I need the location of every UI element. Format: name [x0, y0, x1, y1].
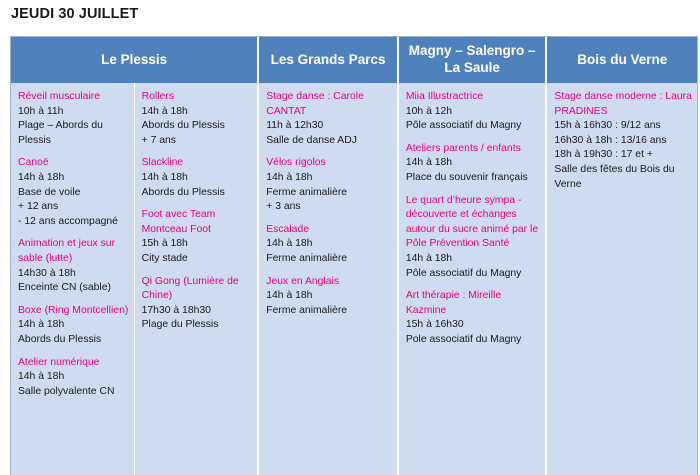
activity-name: Slackline — [141, 157, 184, 169]
activity-item — [266, 90, 392, 148]
activity-name: Le quart d’heure sympa - découverte et échanges autour du sucre animé par le Pôle Prévention Santé — [405, 194, 539, 250]
activity-detail: 14h à 18h — [266, 171, 313, 183]
activity-detail: 14h à 18h — [405, 252, 453, 264]
activity-name: Qi Gong (Lumière de Chine) — [141, 275, 239, 302]
activity-item — [266, 275, 392, 319]
activity-detail: Salle de danse ADJ — [266, 134, 357, 146]
column-bois-du-verne — [547, 83, 697, 475]
activity-item — [18, 237, 129, 295]
activity-detail: 14h à 18h — [18, 171, 65, 183]
activity-item — [406, 142, 541, 186]
activity-item — [18, 304, 129, 348]
activity-detail: Salle polyvalente CN — [18, 385, 115, 397]
activity-detail: Enceinte CN (sable) — [18, 282, 111, 294]
activity-name: Foot avec Team Montceau Foot — [141, 209, 216, 235]
header-magny-salengro-la-saule: Magny – Salengro – La Saule — [399, 37, 548, 83]
activity-detail: Salle des fêtes du Bois du Verne — [554, 163, 675, 190]
header-bois-du-verne: Bois du Verne — [577, 51, 668, 67]
page-title: JEUDI 30 JUILLET — [11, 6, 139, 22]
activity-detail: Abords du Plessis — [141, 186, 225, 198]
activity-detail: 14h à 18h — [141, 171, 188, 183]
activity-item — [18, 90, 129, 148]
activity-item — [406, 194, 541, 282]
activity-item — [142, 275, 253, 333]
activity-detail: Ferme animalière — [266, 304, 348, 316]
activity-name: Stage danse moderne : Laura PRADINES — [554, 91, 692, 117]
column-les-grands-parcs — [259, 83, 399, 475]
activity-detail: 14h à 18h — [266, 238, 313, 250]
activity-detail: 16h30 à 18h : 13/16 ans — [554, 134, 667, 146]
activity-name: Jeux en Anglais — [266, 275, 340, 287]
activity-detail: + 12 ans — [18, 201, 59, 213]
activity-item — [142, 208, 253, 266]
activity-item — [18, 356, 129, 400]
le-plessis-left-list — [11, 83, 134, 475]
header-row — [11, 37, 697, 83]
activity-detail: 10h à 12h — [405, 105, 453, 117]
activity-detail: 10h à 11h — [18, 105, 64, 117]
activity-detail: Ferme animalière — [266, 186, 348, 198]
header-les-grands-parcs: Les Grands Parcs — [259, 37, 399, 83]
activity-detail: Abords du Plessis — [141, 120, 225, 132]
activity-item — [18, 156, 129, 229]
activity-detail: 14h à 18h — [18, 371, 65, 383]
activity-detail: 15h à 18h — [141, 238, 188, 250]
activity-item — [406, 90, 541, 134]
activity-detail: Pôle associatif du Magny — [405, 120, 522, 132]
activity-name: Ateliers parents / enfants — [405, 142, 521, 154]
activity-detail: 15h à 16h30 : 9/12 ans — [554, 120, 661, 132]
activity-name: Rollers — [141, 91, 174, 102]
activity-name: Boxe (Ring Montcellien) — [18, 304, 129, 316]
activity-detail: Pole associatif du Magny — [405, 333, 522, 345]
activity-item — [266, 223, 392, 267]
activity-name: Escalade — [266, 223, 309, 235]
le-plessis-right-list — [134, 83, 258, 475]
activity-detail: 17h30 à 18h30 — [141, 304, 211, 316]
activity-name: Atelier numérique — [18, 356, 100, 368]
activity-name: Art thérapie : Mireille Kazmine — [405, 290, 502, 316]
activity-name: Réveil musculaire — [18, 91, 100, 102]
activity-name: Miia Illustractrice — [405, 91, 484, 102]
activity-detail: Pôle associatif du Magny — [405, 267, 522, 279]
activity-detail: 18h à 19h30 : 17 et + — [554, 149, 653, 161]
activity-item — [266, 156, 392, 214]
activity-detail: + 7 ans — [141, 134, 176, 146]
activity-item — [406, 289, 541, 347]
activity-detail: 11h à 12h30 — [266, 120, 324, 132]
schedule-table — [10, 36, 698, 475]
activity-detail: 14h à 18h — [141, 105, 188, 117]
activity-name: Animation et jeux sur sable (lutte) — [18, 238, 116, 264]
activity-detail: - 12 ans accompagné — [18, 215, 118, 227]
activity-item — [142, 90, 253, 148]
activity-detail: 14h à 18h — [266, 290, 313, 302]
activity-detail: 14h à 18h — [18, 319, 65, 331]
body-row — [11, 83, 697, 475]
activity-detail: Plage du Plessis — [141, 319, 219, 331]
activity-detail: Abords du Plessis — [18, 333, 102, 345]
activity-item — [142, 156, 253, 200]
activity-detail: City stade — [141, 252, 188, 264]
activity-detail: + 3 ans — [266, 201, 301, 213]
activity-detail: Base de voile — [18, 186, 81, 198]
activity-name: Stage danse : Carole CANTAT — [266, 91, 364, 117]
activity-name: Canoë — [18, 157, 49, 169]
column-magny — [399, 83, 548, 475]
activity-detail: Place du souvenir français — [405, 171, 528, 183]
activity-name: Vélos rigolos — [266, 157, 326, 169]
activity-detail: 14h à 18h — [405, 157, 453, 169]
activity-detail: 15h à 16h30 — [405, 319, 464, 331]
activity-detail: Plage – Abords du Plessis — [18, 120, 103, 146]
activity-detail: 14h30 à 18h — [18, 267, 76, 279]
activity-item — [554, 90, 692, 192]
activity-detail: Ferme animalière — [266, 252, 348, 264]
column-le-plessis — [11, 83, 259, 475]
header-le-plessis: Le Plessis — [11, 37, 259, 83]
